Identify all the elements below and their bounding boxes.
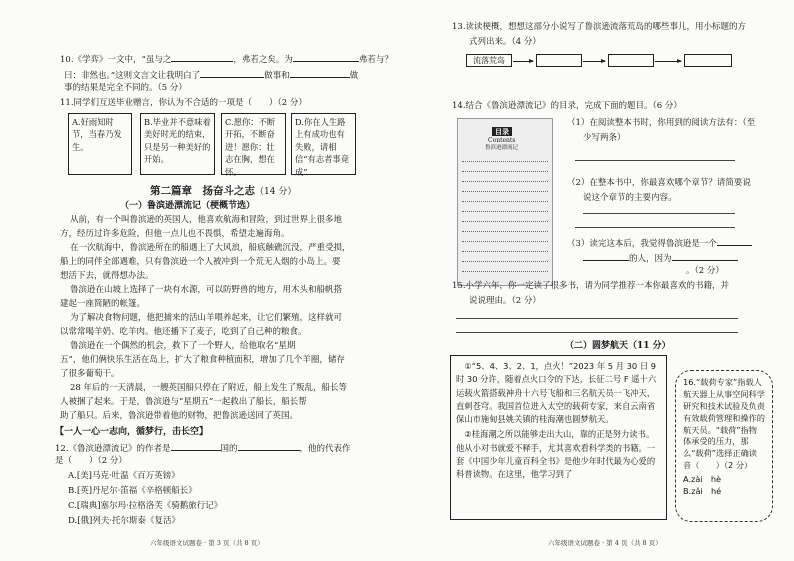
q11-stem: 11.同学们互送毕业赠言，你认为不合适的一项是（ ）（2 分） <box>60 98 307 108</box>
story-paragraph-2: ②桂海潮之所以能够走出大山，靠的正是努力读书。他从小对书就爱不释手，尤其喜欢看科学类的书籍。一套《中国少年儿童百科全书》是他少年时代最为心爱的科普读物。在这里，他学习到了 <box>456 429 656 480</box>
answer-line[interactable] <box>456 332 738 333</box>
q14-p3-text: （3）读完这本后，我觉得鲁滨逊是一个 <box>567 239 717 249</box>
q12-text: 国的 <box>220 444 238 454</box>
q10-line3: 事的结果是完全不同的。（5 分） <box>64 83 187 93</box>
q13-flow-box-4[interactable] <box>684 54 732 67</box>
passage-line: 人被捆了起来。于是，鲁滨逊与“星期五”一起救出了船长，船长帮 <box>60 397 307 407</box>
story-box <box>450 355 667 520</box>
arrow-icon <box>513 61 533 62</box>
passage-line: 方，经历过许多危险，但他一点儿也不畏惧，希望走遍海角。 <box>60 229 290 239</box>
q14-p2: （2）在整本书中，你最喜欢哪个章节？请简要说 <box>567 178 751 188</box>
q14-p1b: 少写两条） <box>583 133 626 143</box>
toc-row <box>462 161 548 162</box>
toc-row <box>462 181 548 182</box>
q11-option-c[interactable]: C.愿你：不断开拓，不断奋进！愿你：壮志在胸，想在怀。 <box>221 113 286 175</box>
toc-image <box>457 118 553 286</box>
q12-option-b[interactable]: B.[英]丹尼尔·笛福《辛格顿船长》 <box>68 486 197 496</box>
q16-text: 16.“载荷专家”指载人航天器上从事空间科学研究和技术试验及负责有效载荷管理和操作的航天员。“载荷”指物体承受的压力，那么“载荷”选择正确读音（ ）（2 分） <box>683 377 765 471</box>
toc-row <box>462 191 548 192</box>
q10-text: 做事和 <box>264 71 290 81</box>
q12-line2: 是（ ）（2 分） <box>55 456 127 466</box>
section1-title: （一）鲁滨逊漂流记（梗概节选） <box>120 201 256 211</box>
q15-stem-2: 说说理由。（2 分） <box>469 296 541 306</box>
q10-text: 10.《学弈》一文中，“虽与之 <box>60 55 172 65</box>
section-head: 【一人一心一志向，循梦行，击长空】 <box>55 427 209 437</box>
q12-text: 12.《鲁滨逊漂流记》的作者是 <box>55 444 171 454</box>
q13-flow-box-1: 流落荒岛 <box>466 54 512 67</box>
passage-line: 五”，他们俩快乐生活在岛上，扩大了粮食种植面积，增加了几个羊圈，储存 <box>60 355 345 365</box>
page-footer: 六年级语文试题卷 · 第 3 页（共 8 页） <box>150 539 264 547</box>
toc-row <box>462 211 548 212</box>
toc-row <box>462 221 548 222</box>
q14-p1: （1）在阅读整本书时，你用到的阅读方法有：（至 <box>567 118 756 128</box>
q12-text: ，他的代表作 <box>299 444 351 454</box>
q14-p3b <box>583 251 738 265</box>
passage-line: 以常常喝羊奶、吃羊肉。他还播下了麦子，吃到了自己种的粮食。 <box>60 327 307 337</box>
section2-title: （二）圆梦航天（11 分） <box>565 341 671 351</box>
q12-option-a[interactable]: A.[美]马克·吐温《百万英镑》 <box>68 471 180 481</box>
toc-sub-2: 鲁滨逊漂流记 <box>485 145 519 151</box>
answer-line[interactable] <box>583 213 735 214</box>
toc-title: 目录 <box>492 127 512 136</box>
q10-text: 弗若与？ <box>358 55 393 65</box>
q13-stem: 13.读读梗概，想想这部分小说写了鲁滨逊流落荒岛的哪些事儿，用小标题的方 <box>452 22 747 32</box>
passage-line: 建起一座简陋的帐篷。 <box>60 299 146 309</box>
q11-option-b[interactable]: B.毕业并不意味着美好时光的结束，只是另一种美好的开始。 <box>140 113 215 175</box>
passage-line: 鲁滨逊在山坡上选择了一块有水源，可以防野兽的地方，用木头和船帆搭 <box>70 285 343 295</box>
toc-row <box>462 261 548 262</box>
page-footer: 六年级语文试题卷 · 第 4 页（共 8 页） <box>548 539 662 547</box>
toc-sub: Contents <box>488 137 516 144</box>
passage-line: 想活下去，就得想办法。 <box>60 271 154 281</box>
arrow-icon <box>655 61 681 62</box>
toc-row <box>462 231 548 232</box>
story-paragraph-1: ①“5、4、3、2、1，点火！”2023 年 5 月 30 日 9 时 30 分许，随着点火口令的下达，长征二号 F 遥十六运载火箭搭载神舟十六号飞船和三名航天员一飞冲天，直刺苍穹。我国首位进入太空的载荷专家，来自云南省保山市施甸县姚关镇的桂海潮也圆梦航天。 <box>456 361 657 425</box>
q11-option-a[interactable]: A.好雨知时节，当春乃发生。 <box>68 113 132 175</box>
passage-line: 船上的同伴全部遇难，只有鲁滨逊一个人被冲到一个荒无人烟的小岛上。要 <box>60 257 341 267</box>
q14-blank[interactable] <box>672 251 738 261</box>
passage-line: 为了解决食物问题，他把捕来的活山羊喂养起来，让它们繁殖，这样就可 <box>70 313 343 323</box>
q13-flow-box-2[interactable] <box>536 54 582 67</box>
q14-p3 <box>567 236 752 250</box>
q12-option-d[interactable]: D.[俄]列夫·托尔斯泰《复活》 <box>68 516 181 526</box>
passage-line: 鲁滨逊在一个偶然的机会，救下了一个野人，给他取名“星期 <box>70 341 296 351</box>
q13-flow-box-3[interactable] <box>608 54 654 67</box>
q14-blank[interactable] <box>717 236 752 246</box>
toc-row <box>462 251 548 252</box>
q14-p3-text: 的人，因为 <box>629 254 672 264</box>
q16-bubble <box>675 370 773 522</box>
q14-p3c: 。（2 分） <box>686 266 724 276</box>
q10-text: 做 <box>349 71 359 81</box>
toc-row <box>462 171 548 172</box>
passage-line: 28 年后的一天清晨，一艘英国船只停在了附近，船上发生了叛乱，船长等 <box>70 383 348 393</box>
q13-stem-2: 式列出来。（4 分） <box>469 37 541 47</box>
toc-row <box>462 271 548 272</box>
passage-line: 从前，有一个叫鲁滨逊的英国人，他喜欢航海和冒险，到过世界上很多地 <box>70 215 343 225</box>
arrow-icon <box>583 61 605 62</box>
q14-stem: 14.结合《鲁滨逊漂流记》的目录，完成下面的题目。（6 分） <box>452 101 682 111</box>
chapter-score: （14 分） <box>255 187 297 197</box>
q14-blank[interactable] <box>583 251 629 261</box>
toc-row <box>462 201 548 202</box>
q11-option-d[interactable]: D.你在人生路上有成功也有失败，请相信“有志者事竟成” <box>291 113 356 175</box>
toc-row <box>462 241 548 242</box>
answer-line[interactable] <box>575 227 735 228</box>
q12-option-c[interactable]: C.[瑞典]塞尔玛·拉格洛芙《骑鹅旅行记》 <box>68 501 223 511</box>
passage-line: 在一次航海中，鲁滨逊所在的船遇上了大风浪，船底触礁沉没，严重受损， <box>70 243 351 253</box>
q15-stem: 15.小学六年，你一定读了很多书，请为同学推荐一本你最喜欢的书籍，并 <box>452 281 730 291</box>
answer-line[interactable] <box>575 160 735 161</box>
passage-line: 助了船只。后来，鲁滨逊带着他的财物，把鲁滨逊送回了英国。 <box>60 411 299 421</box>
passage-line: 了很多葡萄干。 <box>60 369 120 379</box>
q10-text: 曰：非然也。”这则文言文让我明白了 <box>64 71 201 81</box>
answer-line[interactable] <box>456 318 738 319</box>
q10-text: ，弗若之矣。为 <box>233 55 293 65</box>
q14-p2b: 说这个章节的主要内容。 <box>583 193 677 203</box>
q16-option-a[interactable]: A.zài hè <box>683 474 722 485</box>
chapter-title-text: 第二篇章 扬奋斗之志 <box>150 185 255 197</box>
q16-option-b[interactable]: B.zǎi hé <box>683 486 722 497</box>
